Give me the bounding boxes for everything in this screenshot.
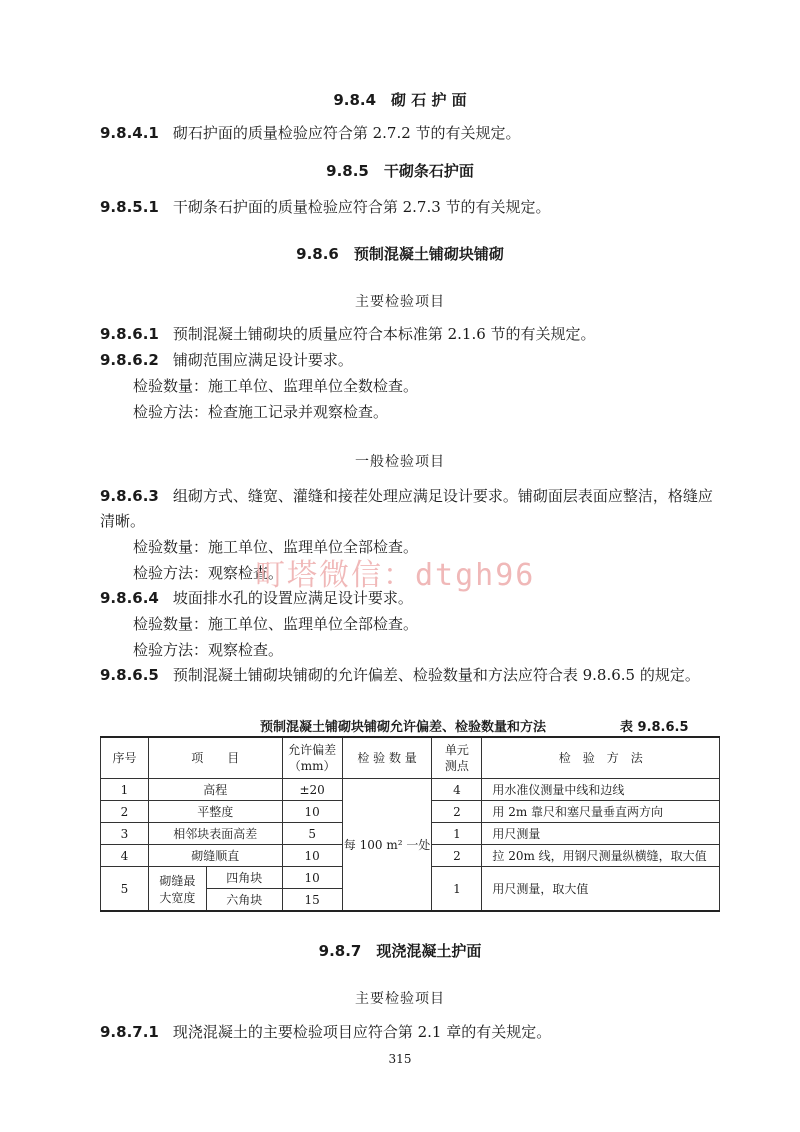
clause-text: 现浇混凝土的主要检验项目应符合第 2.1 章的有关规定。	[172, 1023, 552, 1041]
table-title: 预制混凝土铺砌块铺砌允许偏差、检验数量和方法	[260, 720, 547, 735]
clause-number: 9.8.6.4	[100, 589, 159, 607]
cell-tolerance: 10	[282, 845, 342, 867]
cell-seq: 2	[101, 801, 149, 823]
cell-tolerance: 5	[282, 823, 342, 845]
cell-tolerance: 10	[282, 801, 342, 823]
cell-points: 2	[432, 845, 482, 867]
clause-number: 9.8.6.3	[100, 487, 159, 505]
cell-points: 2	[432, 801, 482, 823]
inspection-quantity: 检验数量：施工单位、监理单位全部检查。	[133, 538, 419, 556]
clause-text: 组砌方式、缝宽、灌缝和接茬处理应满足设计要求。铺砌面层表面应整洁，格缝应清晰。	[100, 487, 713, 530]
main-items-label: 主要检验项目	[355, 294, 445, 310]
clause-number: 9.8.6.2	[100, 351, 159, 369]
cell-item: 平整度	[148, 801, 282, 823]
tolerance-table	[100, 736, 720, 912]
clause-text: 铺砌范围应满足设计要求。	[172, 351, 353, 369]
cell-method: 用 2m 靠尺和塞尺量垂直两方向	[482, 801, 720, 823]
clause-9-8-6-1	[100, 322, 720, 347]
clause-number: 9.8.4.1	[100, 124, 159, 142]
inspection-method: 检验方法：观察检查。	[133, 564, 284, 582]
cell-item: 高程	[148, 779, 282, 801]
heading-9-8-5: 9.8.5 干砌条石护面	[326, 162, 474, 180]
clause-text: 坡面排水孔的设置应满足设计要求。	[172, 589, 413, 607]
watermark: 町塔微信：dtgh96	[255, 558, 536, 593]
cell-method: 用尺测量，取大值	[482, 867, 720, 912]
table-row	[101, 779, 720, 801]
clause-text: 砌石护面的质量检验应符合第 2.7.2 节的有关规定。	[172, 124, 521, 142]
clause-number: 9.8.5.1	[100, 198, 159, 216]
heading-9-8-4: 9.8.4 砌 石 护 面	[333, 91, 467, 109]
clause-text: 预制混凝土铺砌块的质量应符合本标准第 2.1.6 节的有关规定。	[172, 325, 596, 343]
header-tolerance-line1: 允许偏差	[288, 743, 337, 757]
clause-text: 干砌条石护面的质量检验应符合第 2.7.3 节的有关规定。	[172, 198, 551, 216]
cell-item-group-line2: 大宽度	[159, 890, 196, 905]
header-tolerance	[282, 737, 342, 779]
cell-method: 用尺测量	[482, 823, 720, 845]
header-tolerance-line2: （mm）	[288, 759, 336, 773]
header-item: 项 目	[148, 737, 282, 779]
cell-seq: 3	[101, 823, 149, 845]
header-points	[432, 737, 482, 779]
general-items-label: 一般检验项目	[355, 454, 445, 470]
page-number: 315	[388, 1052, 412, 1066]
cell-points: 4	[432, 779, 482, 801]
cell-item-group	[148, 867, 206, 912]
cell-subitem: 四角块	[206, 867, 282, 889]
clause-9-8-7-1	[100, 1020, 720, 1045]
clause-9-8-6-5	[100, 663, 720, 688]
table-number: 表 9.8.6.5	[620, 720, 689, 735]
header-points-line2: 测点	[444, 759, 469, 773]
table-header-row	[101, 737, 720, 779]
header-method: 检 验 方 法	[482, 737, 720, 779]
cell-item: 相邻块表面高差	[148, 823, 282, 845]
clause-number: 9.8.7.1	[100, 1023, 159, 1041]
header-seq: 序号	[101, 737, 149, 779]
header-points-line1: 单元	[444, 743, 469, 757]
cell-points: 1	[432, 867, 482, 912]
main-items-label: 主要检验项目	[355, 991, 445, 1007]
cell-points: 1	[432, 823, 482, 845]
cell-method: 拉 20m 线，用钢尺测量纵横缝，取大值	[482, 845, 720, 867]
cell-tolerance: 15	[282, 889, 342, 912]
cell-shared-qty: 每 100 m² 一处	[342, 779, 432, 912]
inspection-method: 检验方法：检查施工记录并观察检查。	[133, 403, 389, 421]
cell-seq: 1	[101, 779, 149, 801]
inspection-method: 检验方法：观察检查。	[133, 641, 284, 659]
cell-item: 砌缝顺直	[148, 845, 282, 867]
cell-seq: 5	[101, 867, 149, 912]
clause-text: 预制混凝土铺砌块铺砌的允许偏差、检验数量和方法应符合表 9.8.6.5 的规定。	[172, 666, 700, 684]
header-qty: 检 验 数 量	[342, 737, 432, 779]
clause-9-8-6-3	[100, 484, 720, 534]
heading-9-8-6: 9.8.6 预制混凝土铺砌块铺砌	[296, 245, 504, 263]
inspection-quantity: 检验数量：施工单位、监理单位全数检查。	[133, 377, 419, 395]
cell-method: 用水准仪测量中线和边线	[482, 779, 720, 801]
cell-subitem: 六角块	[206, 889, 282, 912]
clause-number: 9.8.6.1	[100, 325, 159, 343]
cell-tolerance: 10	[282, 867, 342, 889]
heading-9-8-7: 9.8.7 现浇混凝土护面	[318, 942, 482, 960]
clause-9-8-6-2	[100, 348, 720, 373]
clause-9-8-4-1	[100, 121, 720, 146]
inspection-quantity: 检验数量：施工单位、监理单位全部检查。	[133, 615, 419, 633]
cell-tolerance: ±20	[282, 779, 342, 801]
clause-9-8-5-1	[100, 195, 720, 220]
cell-seq: 4	[101, 845, 149, 867]
clause-number: 9.8.6.5	[100, 666, 159, 684]
cell-item-group-line1: 砌缝最	[159, 873, 196, 888]
